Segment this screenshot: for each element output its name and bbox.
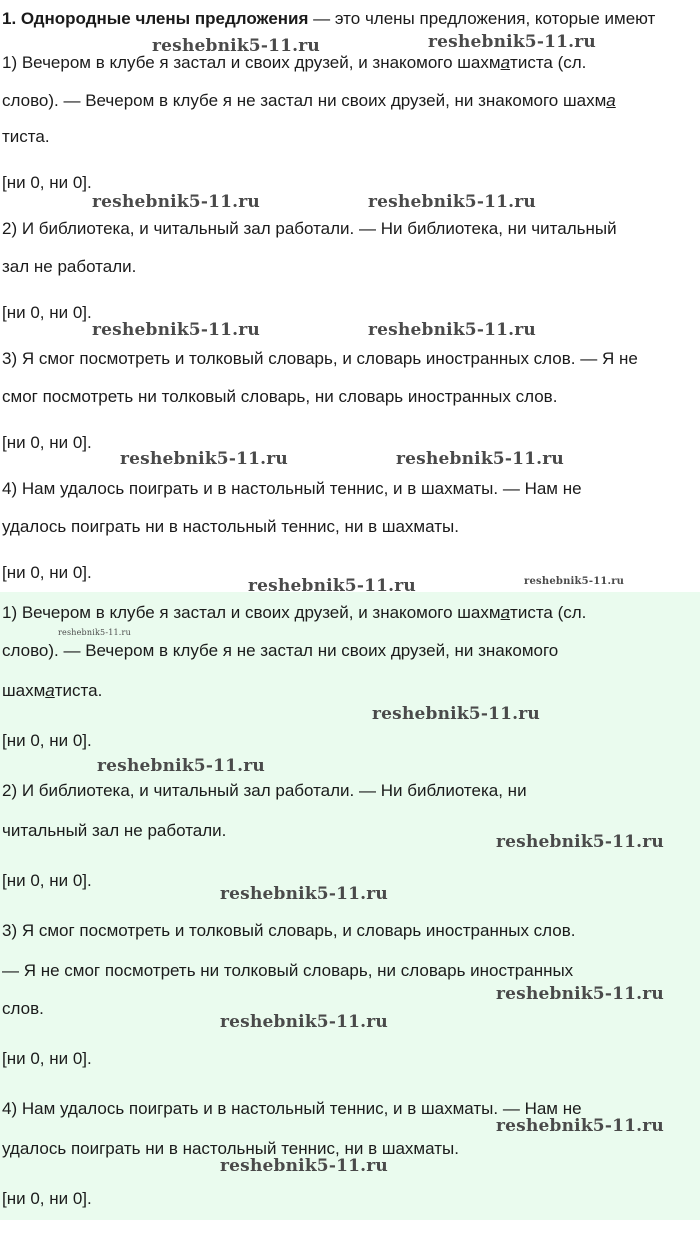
- intro-line: [2, 8, 655, 30]
- s1-line-9: удалось поиграть ни в настольный теннис, ни в шахматы.: [2, 517, 459, 536]
- stress-mark: а: [45, 681, 55, 700]
- watermark: reshebnik5-11.ru: [92, 192, 260, 212]
- s2-line-1: 1) Вечером в клубе я застал и своих друзей, и знакомого шахматиста (сл.: [2, 603, 587, 622]
- s2-line-3: шахматиста.: [2, 681, 103, 700]
- s2-line-7: — Я не смог посмотреть ни толковый словарь, ни словарь иностранных: [2, 961, 574, 980]
- watermark: reshebnik5-11.ru: [496, 832, 664, 852]
- s1-line-1: 1) Вечером в клубе я застал и своих друзей, и знакомого шахматиста (сл.: [2, 53, 587, 72]
- watermark: reshebnik5-11.ru: [428, 32, 596, 52]
- watermark: reshebnik5-11.ru: [58, 628, 131, 637]
- s2-line-6: 3) Я смог посмотреть и толковый словарь, и словарь иностранных слов.: [2, 921, 576, 940]
- stress-mark: а: [606, 91, 616, 110]
- stress-mark: а: [500, 603, 511, 622]
- watermark: reshebnik5-11.ru: [368, 320, 536, 340]
- watermark: reshebnik5-11.ru: [97, 756, 265, 776]
- s2-answer-4: [ни 0, ни 0].: [2, 1189, 92, 1208]
- intro-term: 1. Однородные члены предложения: [2, 9, 309, 28]
- watermark: reshebnik5-11.ru: [248, 576, 416, 596]
- s1-line-8: 4) Нам удалось поиграть и в настольный теннис, и в шахматы. — Нам не: [2, 479, 582, 498]
- s2-answer-2: [ни 0, ни 0].: [2, 871, 92, 890]
- watermark: reshebnik5-11.ru: [220, 1156, 388, 1176]
- s2-line-2: слово). — Вечером в клубе я не застал ни своих друзей, ни знакомого: [2, 641, 559, 660]
- s2-line-8: слов.: [2, 999, 44, 1018]
- s1-line-7: смог посмотреть ни толковый словарь, ни словарь иностранных слов.: [2, 387, 558, 406]
- watermark: reshebnik5-11.ru: [220, 884, 388, 904]
- stress-mark: а: [500, 53, 511, 72]
- s1-answer-2: [ни 0, ни 0].: [2, 303, 92, 322]
- s2-answer-1: [ни 0, ни 0].: [2, 731, 92, 750]
- watermark: reshebnik5-11.ru: [120, 449, 288, 469]
- s1-answer-3: [ни 0, ни 0].: [2, 433, 92, 452]
- s2-line-9: 4) Нам удалось поиграть и в настольный теннис, и в шахматы. — Нам не: [2, 1099, 582, 1118]
- s2-answer-3: [ни 0, ни 0].: [2, 1049, 92, 1068]
- watermark: reshebnik5-11.ru: [524, 576, 625, 587]
- s2-line-10: удалось поиграть ни в настольный теннис, ни в шахматы.: [2, 1139, 459, 1158]
- watermark: reshebnik5-11.ru: [152, 36, 320, 56]
- watermark: reshebnik5-11.ru: [496, 1116, 664, 1136]
- s1-answer-1: [ни 0, ни 0].: [2, 173, 92, 192]
- s2-line-5: читальный зал не работали.: [2, 821, 227, 840]
- s1-line-5: зал не работали.: [2, 257, 137, 276]
- s2-line-4: 2) И библиотека, и читальный зал работали. — Ни библиотека, ни: [2, 781, 527, 800]
- s1-line-4: 2) И библиотека, и читальный зал работали. — Ни библиотека, ни читальный: [2, 219, 617, 238]
- s1-answer-4: [ни 0, ни 0].: [2, 563, 92, 582]
- intro-definition: — это члены предложения, которые имеют: [308, 9, 656, 28]
- watermark: reshebnik5-11.ru: [396, 449, 564, 469]
- watermark: reshebnik5-11.ru: [220, 1012, 388, 1032]
- watermark: reshebnik5-11.ru: [368, 192, 536, 212]
- watermark: reshebnik5-11.ru: [496, 984, 664, 1004]
- s1-line-6: 3) Я смог посмотреть и толковый словарь, и словарь иностранных слов. — Я не: [2, 349, 638, 368]
- watermark: reshebnik5-11.ru: [92, 320, 260, 340]
- s1-line-2: слово). — Вечером в клубе я не застал ни своих друзей, ни знакомого шахма: [2, 91, 616, 110]
- s1-line-3: тиста.: [2, 127, 50, 146]
- watermark: reshebnik5-11.ru: [372, 704, 540, 724]
